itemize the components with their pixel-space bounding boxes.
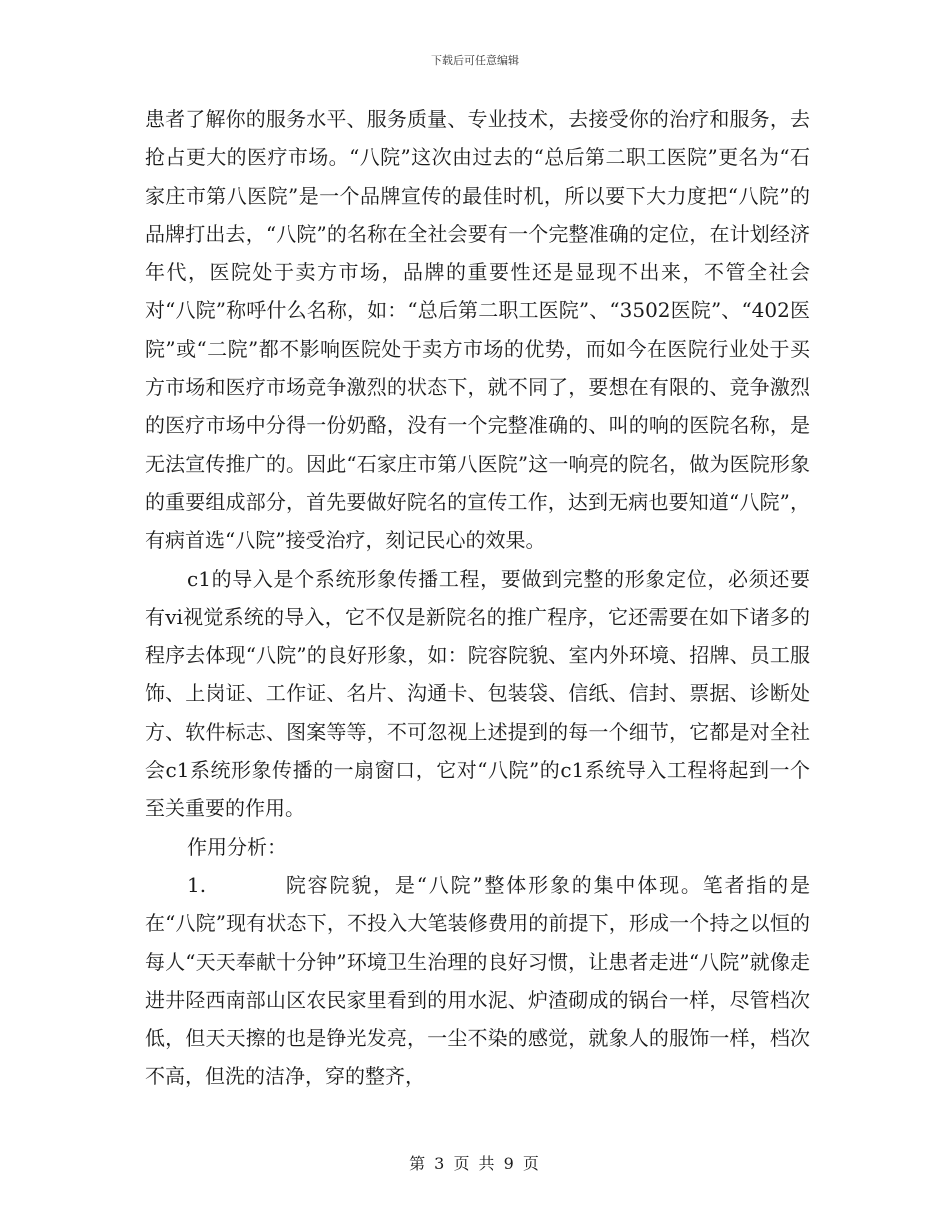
paragraph-analysis-heading: 作用分析： — [187, 834, 287, 859]
list-item-number: 1. — [187, 872, 207, 897]
list-item-hospital-appearance — [145, 866, 810, 1096]
paragraph-ci-introduction: c1的导入是个系统形象传播工程，要做到完整的形象定位，必须还要有vi视觉系统的导入，它不仅是新院名的推广程序，它还需要在如下诸多的程序去体现“八院”的良好形象，如：院容院貌、室内外环境、招牌、员工服饰、上岗证、工作证、名片、沟通卡、包装袋、信纸、信封、票据、诊断处方、软件标志、图案等等，不可忽视上述提到的每一个细节，它都是对全社会c1系统形象传播的一扇窗口，它对“八院”的c1系统导入工程将起到一个至关重要的作用。 — [145, 566, 810, 821]
list-item-text: 院容院貌，是“八院”整体形象的集中体现。笔者指的是在“八院”现有状态下，不投入大笔装修费用的前提下，形成一个持之以恒的每人“天天奉献十分钟”环境卫生治理的良好习惯，让患者走进“八院”就像走进井陉西南部山区农民家里看到的用水泥、炉渣砌成的锅台一样，尽管档次低，但天天擦的也是铮光发亮，一尘不染的感觉，就象人的服饰一样，档次不高，但洗的洁净，穿的整齐， — [145, 872, 810, 1089]
document-body — [145, 100, 810, 1096]
page-number: 第 3 页 共 9 页 — [409, 1154, 541, 1173]
paragraph-brand-naming: 患者了解你的服务水平、服务质量、专业技术，去接受你的治疗和服务，去抢占更大的医疗市场。“八院”这次由过去的“总后第二职工医院”更名为“石家庄市第八医院”是一个品牌宣传的最佳时机，所以要下大力度把“八院”的品牌打出去，“八院”的名称在全社会要有一个完整准确的定位，在计划经济年代，医院处于卖方市场，品牌的重要性还是显现不出来，不管全社会对“八院”称呼什么名称，如：“总后第二职工医院”、“3502医院”、“402医院”或“二院”都不影响医院处于卖方市场的优势，而如今在医院行业处于买方市场和医疗市场竞争激烈的状态下，就不同了，要想在有限的、竞争激烈的医疗市场中分得一份奶酪，没有一个完整准确的、叫的响的医院名称，是无法宣传推广的。因此“石家庄市第八医院”这一响亮的院名，做为医院形象的重要组成部分，首先要做好院名的宣传工作，达到无病也要知道“八院”，有病首选“八院”接受治疗，刻记民心的效果。 — [145, 107, 810, 553]
page-header-note: 下载后可任意编辑 — [431, 54, 519, 67]
